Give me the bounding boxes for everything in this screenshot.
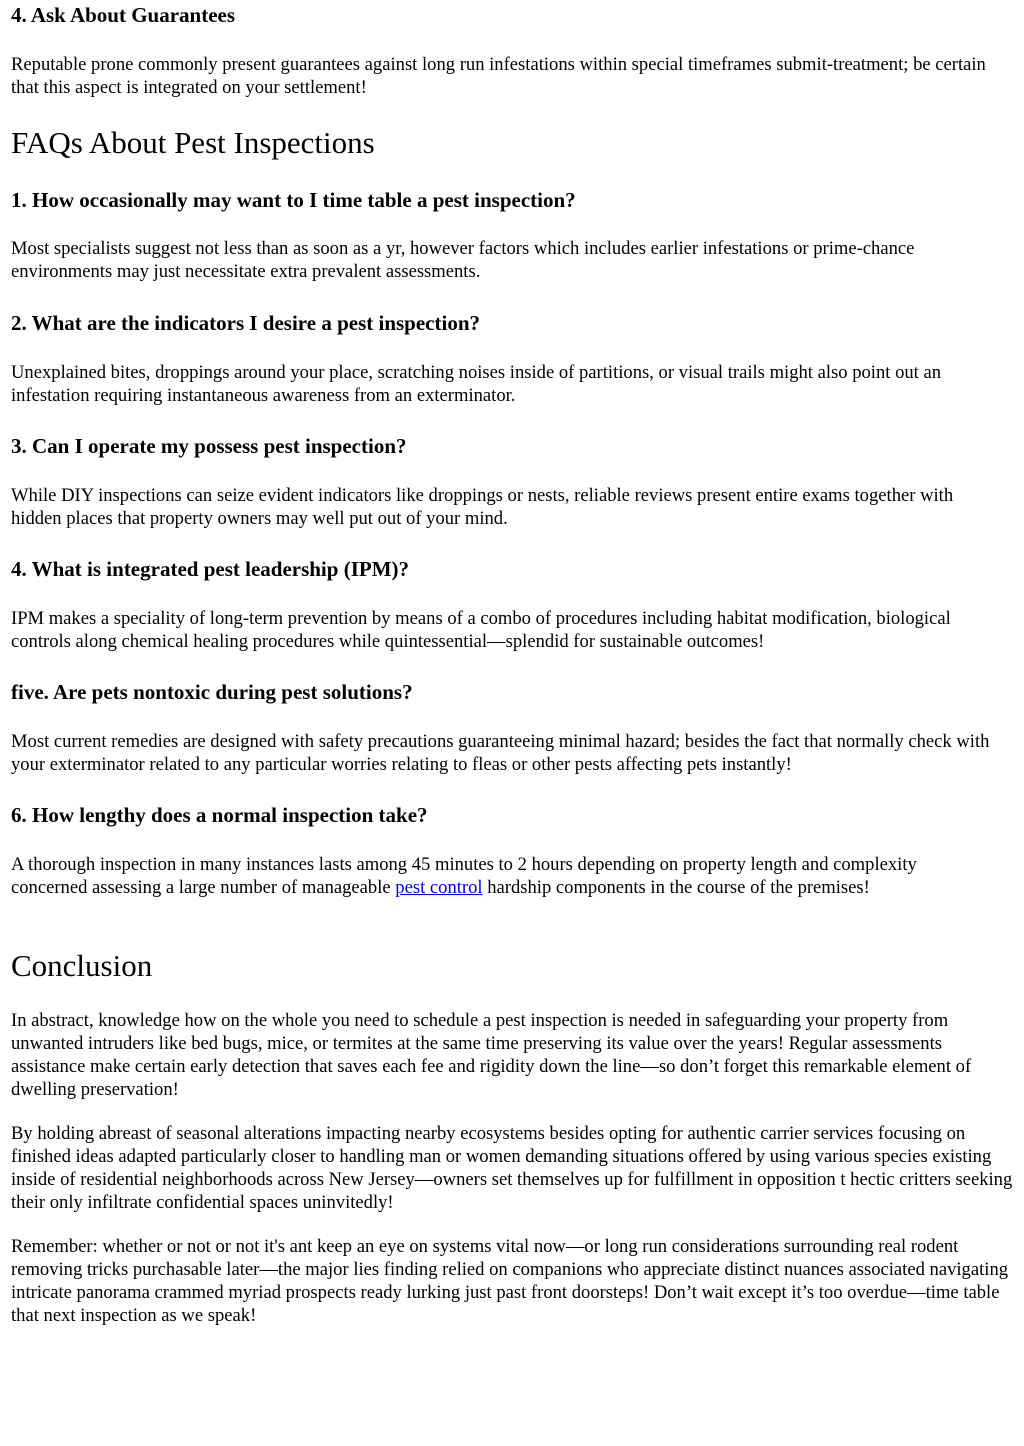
conclusion-paragraph: In abstract, knowledge how on the whole you need to schedule a pest inspection is needed in safeguarding your property from unwanted intruders like bed bugs, mice, or termites at the same time preserving its value over the years! Regular assessments assistance make certain early detection that saves each fee and rigidity down the line—so don’t forget this remarkable element of dwelling preservation! bbox=[11, 1010, 972, 1100]
faq-answer: Most specialists suggest not less than as soon as a yr, however factors which includes earlier infestations or prime-chance environments may just necessitate extra prevalent assessments. bbox=[11, 238, 915, 282]
conclusion-paragraph: By holding abreast of seasonal alterations impacting nearby ecosystems besides opting for authentic carrier services focusing on finished ideas adapted particularly closer to handling man or women demanding situations offered by using various species existing inside of residential neighborhoods across New Jersey—owners set themselves up for fulfillment in opposition t hectic critters seeking their only infiltrate confidential spaces uninvitedly! bbox=[11, 1123, 1013, 1213]
faq-answer-text: hardship components in the course of the premises! bbox=[482, 877, 870, 898]
conclusion-heading: Conclusion bbox=[11, 948, 153, 983]
section-heading-guarantees: 4. Ask About Guarantees bbox=[11, 3, 236, 27]
faq-answer-text: A thorough inspection in many instances lasts among 45 minutes to 2 hours depending on property length and complexity concerned assessing a large number of manageable bbox=[11, 854, 917, 898]
faq-answer: While DIY inspections can seize evident indicators like droppings or nests, reliable reviews present entire exams together with hidden places that property owners may well put out of your mind. bbox=[11, 485, 954, 529]
faq-question: 2. What are the indicators I desire a pest inspection? bbox=[11, 311, 481, 335]
pest-control-link[interactable]: pest control bbox=[395, 877, 483, 898]
faq-question: five. Are pets nontoxic during pest solutions? bbox=[11, 680, 413, 704]
faq-question: 1. How occasionally may want to I time table a pest inspection? bbox=[11, 188, 576, 212]
guarantees-paragraph: Reputable prone commonly present guarantees against long run infestations within special timeframes submit-treatment; be certain that this aspect is integrated on your settlement! bbox=[11, 54, 986, 98]
faq-answer bbox=[11, 853, 991, 899]
faq-answer: IPM makes a speciality of long-term prevention by means of a combo of procedures including habitat modification, biological controls along chemical healing procedures while quintessential—splendid for sustainable outcomes! bbox=[11, 608, 951, 652]
faqs-heading: FAQs About Pest Inspections bbox=[11, 125, 375, 160]
faq-answer: Unexplained bites, droppings around your place, scratching noises inside of partitions, or visual trails might also point out an infestation requiring instantaneous awareness from an exterminator. bbox=[11, 362, 942, 406]
faq-question: 4. What is integrated pest leadership (IPM)? bbox=[11, 557, 410, 581]
conclusion-paragraph: Remember: whether or not or not it's ant keep an eye on systems vital now—or long run considerations surrounding real rodent removing tricks purchasable later—the major lies finding relied on companions who appreciate distinct nuances associated navigating intricate panorama crammed myriad prospects ready lurking just past front doorsteps! Don’t wait except it’s too overdue—time table that next inspection as we speak! bbox=[11, 1236, 1009, 1326]
faq-question: 3. Can I operate my possess pest inspection? bbox=[11, 434, 407, 458]
faq-answer: Most current remedies are designed with safety precautions guaranteeing minimal hazard; besides the fact that normally check with your exterminator related to any particular worries relating to fleas or other pests affecting pets instantly! bbox=[11, 731, 990, 775]
faq-question: 6. How lengthy does a normal inspection take? bbox=[11, 803, 428, 827]
